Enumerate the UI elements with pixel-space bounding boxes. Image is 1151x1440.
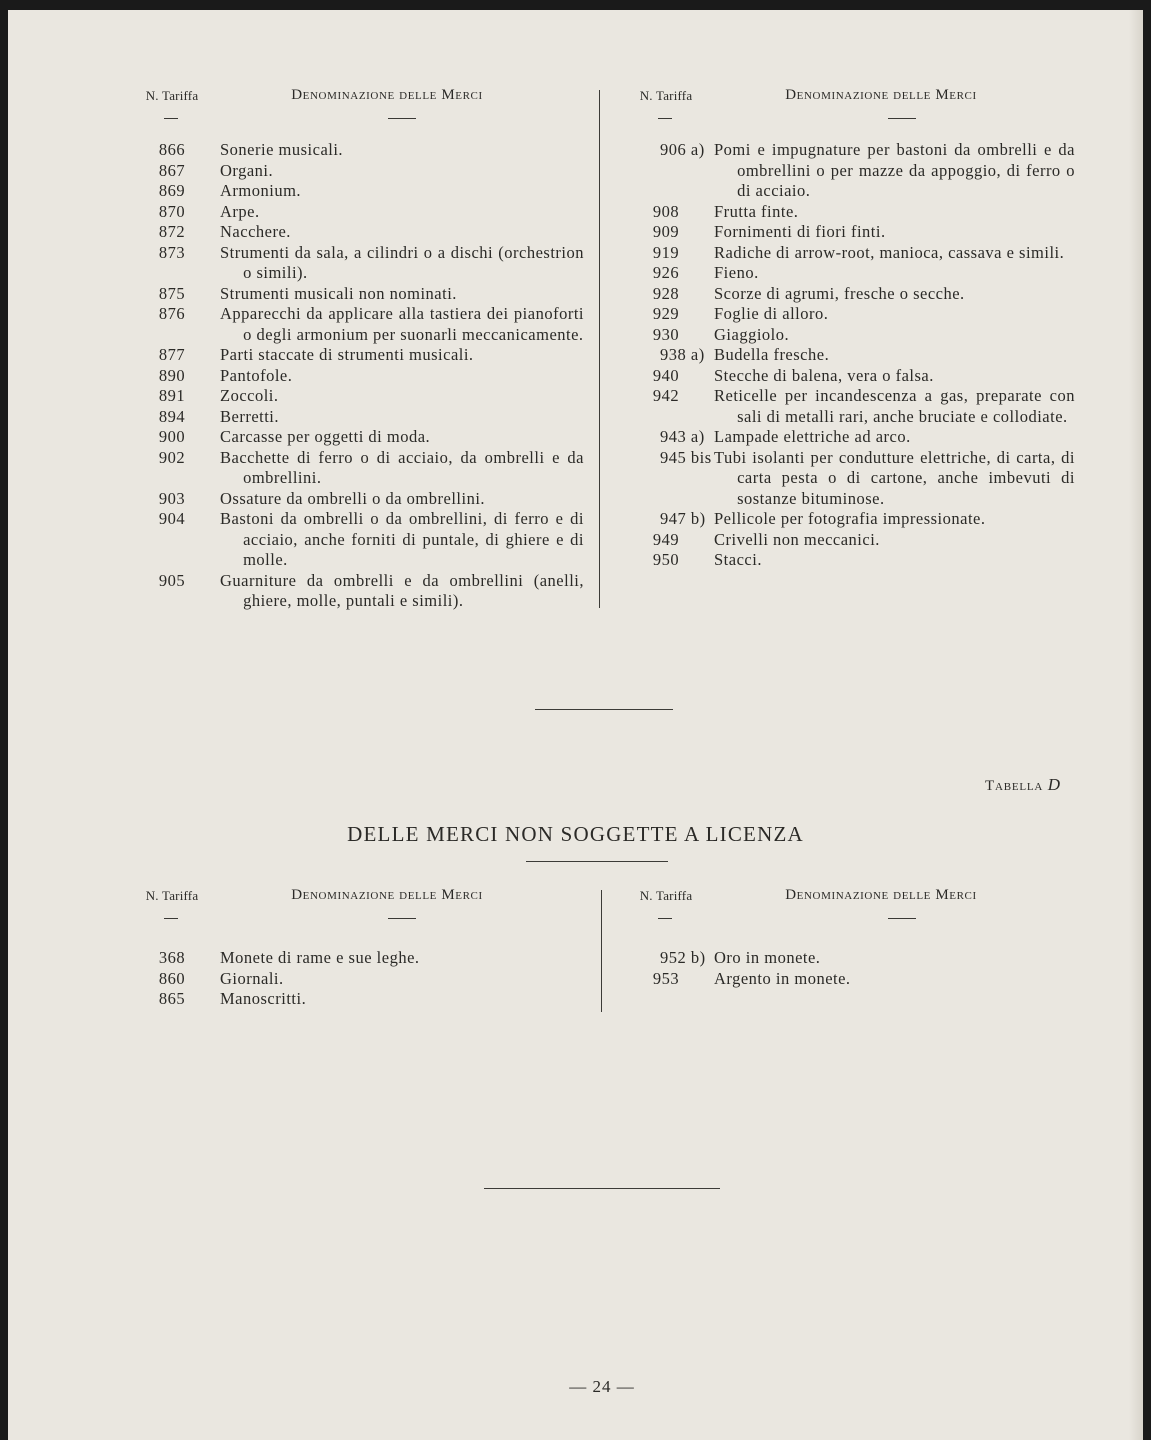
list-item [126, 243, 584, 284]
page-end-rule [484, 1188, 720, 1189]
tabella-word: Tabella [985, 778, 1044, 794]
list-item [620, 304, 1075, 325]
goods-description: Arpe. [220, 201, 260, 221]
goods-description: Crivelli non meccanici. [714, 529, 880, 549]
goods-description: Foglie di alloro. [714, 304, 829, 323]
tariff-number: 905 [158, 570, 186, 590]
list-item [620, 550, 1075, 571]
tariff-number: 872 [158, 222, 186, 241]
list-item [126, 509, 584, 571]
tariff-number: 947 b) [660, 509, 706, 528]
goods-description: Berretti. [220, 406, 280, 426]
list-item [126, 140, 584, 161]
section-title: DELLE MERCI NON SOGGETTE A LICENZA [347, 822, 804, 846]
goods-description: Budella fresche. [714, 345, 830, 364]
tariff-number: 867 [158, 160, 186, 180]
tariff-number: 942 [652, 386, 680, 405]
goods-description: Zoccoli. [220, 386, 279, 405]
section-non-licensed-goods [8, 888, 1143, 1018]
tariff-number: 950 [652, 550, 680, 569]
goods-description: Guarniture da ombrelli e da ombrellini (anelli, ghiere, molle, puntali e simili). [220, 570, 584, 610]
header-tariffa-dash [164, 918, 178, 919]
tariff-number: 904 [158, 509, 186, 528]
tariff-number: 945 bis [660, 447, 712, 467]
tariff-number: 866 [158, 140, 186, 159]
goods-description: Pantofole. [220, 365, 293, 385]
list-item [620, 243, 1075, 264]
column-header [126, 88, 584, 140]
header-denominazione: Denominazione delle Merci [291, 887, 483, 903]
section-separator [535, 709, 673, 710]
tariff-number: 865 [158, 989, 186, 1008]
tariff-number: 860 [158, 968, 186, 988]
goods-description: Pomi e impugnature per bastoni da ombrelli e da ombrellini o per mazze da appoggio, di ferro o di acciaio. [714, 140, 1075, 200]
tariff-number: 903 [158, 488, 186, 508]
tariff-number: 891 [158, 386, 186, 405]
right-column [620, 888, 1075, 989]
column-divider [601, 890, 602, 1012]
left-column [126, 88, 584, 612]
goods-description: Monete di rame e sue leghe. [220, 948, 420, 967]
list-item [620, 325, 1075, 346]
goods-description: Strumenti musicali non nominati. [220, 283, 457, 303]
list-item [126, 366, 584, 387]
tabella-label [985, 775, 1061, 795]
goods-description: Stacci. [714, 550, 762, 569]
list-item [620, 530, 1075, 551]
tariff-number: 940 [652, 365, 680, 385]
tariff-number: 873 [158, 242, 186, 262]
list-item [126, 989, 584, 1010]
goods-description: Lampade elettriche ad arco. [714, 427, 911, 446]
tariff-number: 869 [158, 181, 186, 200]
header-tariffa: N. Tariffa [145, 888, 199, 903]
list-item [620, 263, 1075, 284]
tariff-number: 894 [158, 406, 186, 426]
list-item [620, 948, 1075, 969]
tariff-number: 938 a) [660, 345, 705, 364]
list-item [126, 571, 584, 612]
header-tariffa: N. Tariffa [639, 88, 693, 103]
list-item [126, 284, 584, 305]
item-list [126, 948, 584, 1010]
goods-description: Carcasse per oggetti di moda. [220, 427, 431, 446]
page-number: — 24 — [569, 1377, 635, 1396]
goods-description: Apparecchi da applicare alla tastiera dei pianoforti o degli armonium per suonarli meccanicamente. [220, 304, 584, 344]
goods-description: Fornimenti di fiori finti. [714, 222, 886, 241]
title-underline [526, 861, 668, 862]
goods-description: Giaggiolo. [714, 324, 790, 344]
list-item [126, 181, 584, 202]
tariff-number: 930 [652, 324, 680, 344]
header-denominazione-dash [888, 118, 916, 119]
tariff-number: 953 [652, 968, 680, 988]
goods-description: Organi. [220, 160, 274, 180]
list-item [126, 489, 584, 510]
header-denominazione-dash [388, 118, 416, 119]
tariff-number: 900 [158, 427, 186, 446]
header-tariffa-dash [658, 918, 672, 919]
tariff-number: 368 [158, 948, 186, 967]
right-column [620, 88, 1075, 571]
tariff-number: 943 a) [660, 427, 705, 446]
list-item [620, 366, 1075, 387]
goods-description: Argento in monete. [714, 968, 851, 988]
list-item [620, 222, 1075, 243]
tabella-letter: D [1047, 775, 1061, 794]
item-list [620, 948, 1075, 989]
list-item [126, 304, 584, 345]
column-header [620, 88, 1075, 140]
list-item [620, 345, 1075, 366]
list-item [126, 407, 584, 428]
tariff-number: 952 b) [660, 948, 706, 967]
tariff-number: 870 [158, 201, 186, 221]
header-denominazione-dash [388, 918, 416, 919]
goods-description: Nacchere. [220, 222, 291, 241]
list-item [126, 427, 584, 448]
document-page [8, 10, 1143, 1440]
tariff-number: 929 [652, 304, 680, 323]
column-divider [599, 90, 600, 608]
goods-description: Sonerie musicali. [220, 140, 344, 159]
tariff-number: 906 a) [660, 140, 705, 159]
list-item [620, 140, 1075, 202]
goods-description: Giornali. [220, 968, 284, 988]
goods-description: Strumenti da sala, a cilindri o a dischi (orchestrion o simili). [220, 242, 584, 282]
list-item [620, 284, 1075, 305]
list-item [620, 509, 1075, 530]
header-denominazione: Denominazione delle Merci [291, 87, 483, 103]
goods-description: Scorze di agrumi, fresche o secche. [714, 283, 965, 303]
header-tariffa: N. Tariffa [639, 888, 693, 903]
tariff-number: 909 [652, 222, 680, 241]
tariff-number: 875 [158, 283, 186, 303]
goods-description: Manoscritti. [220, 989, 307, 1008]
tariff-number: 926 [652, 263, 680, 282]
tariff-number: 949 [652, 529, 680, 549]
tariff-number: 877 [158, 345, 186, 364]
list-item [126, 948, 584, 969]
tariff-number: 908 [652, 201, 680, 221]
tariff-number: 919 [652, 242, 680, 262]
list-item [620, 427, 1075, 448]
list-item [126, 161, 584, 182]
goods-description: Ossature da ombrelli o da ombrellini. [220, 488, 486, 508]
tariff-number: 928 [652, 283, 680, 303]
tariff-number: 876 [158, 304, 186, 323]
header-denominazione: Denominazione delle Merci [785, 887, 977, 903]
goods-description: Reticelle per incandescenza a gas, preparate con sali di metalli rari, anche bruciate e collodiate. [714, 386, 1075, 426]
list-item [126, 386, 584, 407]
goods-description: Bastoni da ombrelli o da ombrellini, di ferro e di acciaio, anche forniti di puntale, di ghiere e di molle. [220, 509, 584, 569]
header-denominazione-dash [888, 918, 916, 919]
list-item [126, 222, 584, 243]
goods-description: Oro in monete. [714, 948, 821, 967]
header-tariffa-dash [658, 118, 672, 119]
goods-description: Fieno. [714, 263, 759, 282]
list-item [126, 448, 584, 489]
goods-description: Bacchette di ferro o di acciaio, da ombrelli e da ombrellini. [220, 447, 584, 487]
column-header [126, 888, 584, 940]
list-item [620, 202, 1075, 223]
goods-description: Frutta finte. [714, 201, 799, 221]
header-denominazione: Denominazione delle Merci [785, 87, 977, 103]
tariff-number: 890 [158, 365, 186, 385]
list-item [620, 386, 1075, 427]
goods-description: Tubi isolanti per condutture elettriche, di carta, di carta pesta o di cartone, anche imbevuti di sostanze bituminose. [714, 447, 1075, 508]
goods-description: Pellicole per fotografia impressionate. [714, 509, 986, 528]
list-item [620, 448, 1075, 510]
tariff-number: 902 [158, 447, 186, 467]
list-item [126, 969, 584, 990]
item-list [620, 140, 1075, 571]
section-licensed-goods [8, 88, 1143, 648]
list-item [126, 202, 584, 223]
header-tariffa-dash [164, 118, 178, 119]
goods-description: Stecche di balena, vera o falsa. [714, 365, 934, 385]
list-item [126, 345, 584, 366]
header-tariffa: N. Tariffa [145, 88, 199, 103]
item-list [126, 140, 584, 612]
left-column [126, 888, 584, 1010]
list-item [620, 969, 1075, 990]
goods-description: Radiche di arrow-root, manioca, cassava e simili. [714, 242, 1065, 262]
goods-description: Armonium. [220, 181, 302, 200]
goods-description: Parti staccate di strumenti musicali. [220, 345, 474, 364]
column-header [620, 888, 1075, 940]
